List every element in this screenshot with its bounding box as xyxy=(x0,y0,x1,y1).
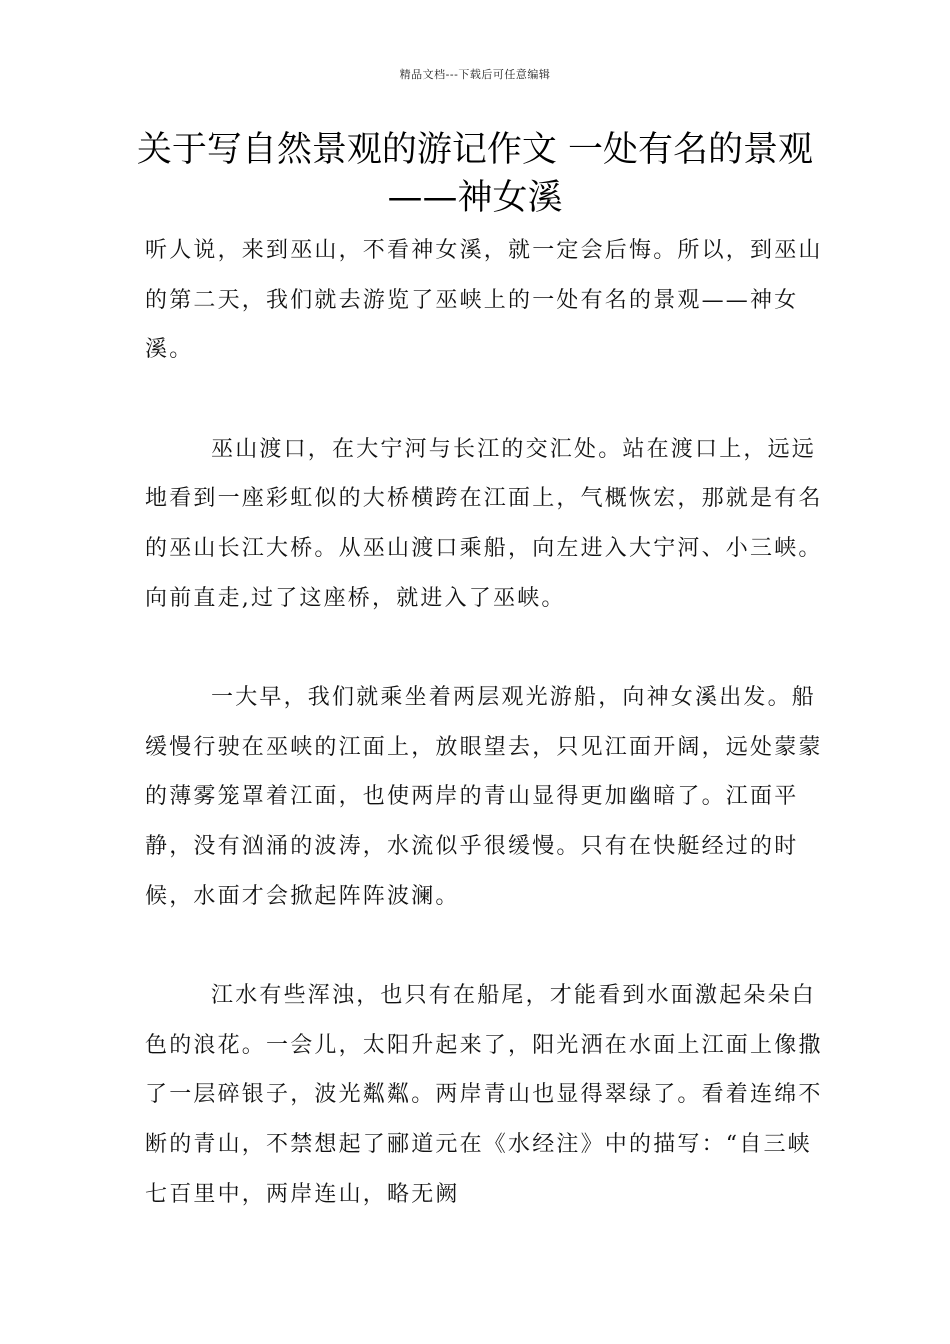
paragraph-ferry: 巫山渡口，在大宁河与长江的交汇处。站在渡口上，远远地看到一座彩虹似的大桥横跨在江面上，气概恢宏，那就是有名的巫山长江大桥。从巫山渡口乘船，向左进入大宁河、小三峡。向前直走,过了这座桥，就进入了巫峡。 xyxy=(145,436,823,611)
paragraph-river-view: 江水有些浑浊，也只有在船尾，才能看到水面激起朵朵白色的浪花。一会儿，太阳升起来了，阳光洒在水面上江面上像撒了一层碎银子，波光粼粼。两岸青山也显得翠绿了。看着连绵不断的青山，不禁想起了郦道元在《水经注》中的描写：“自三峡七百里中，两岸连山，略无阙 xyxy=(145,983,823,1207)
header-note: 精品文档---下载后可任意编辑 xyxy=(399,68,551,81)
paragraph-intro: 听人说，来到巫山，不看神女溪，就一定会后悔。所以，到巫山的第二天，我们就去游览了巫峡上的一处有名的景观——神女溪。 xyxy=(145,238,823,363)
paragraph-boat-trip: 一大早，我们就乘坐着两层观光游船，向神女溪出发。船缓慢行驶在巫峡的江面上，放眼望去，只见江面开阔，远处蒙蒙的薄雾笼罩着江面，也使两岸的青山显得更加幽暗了。江面平静，没有汹涌的波涛，水流似乎很缓慢。只有在快艇经过的时候，水面才会掀起阵阵波澜。 xyxy=(145,685,823,909)
document-body xyxy=(145,226,827,1219)
document-title: 关于写自然景观的游记作文 一处有名的景观——神女溪 xyxy=(136,130,814,218)
